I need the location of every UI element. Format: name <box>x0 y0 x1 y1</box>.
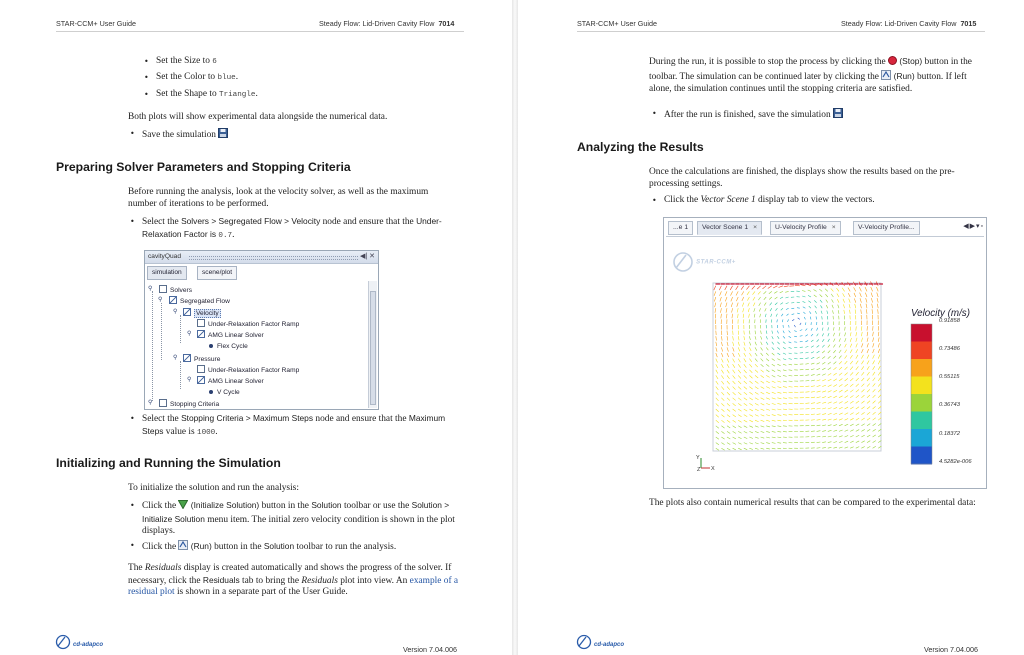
tree-node-v-cycle[interactable]: V Cycle <box>209 388 240 397</box>
bullet-size: • Set the Size to 6 <box>144 56 217 66</box>
header-guide-name: STAR-CCM+ User Guide <box>56 19 136 28</box>
heading-solver-parameters: Preparing Solver Parameters and Stopping Criteria <box>56 160 351 174</box>
bullet-dot: • <box>130 541 135 550</box>
tab-prev-icon[interactable]: ◀ <box>963 223 970 230</box>
ramp-icon <box>197 319 205 327</box>
heading-analyzing-results: Analyzing the Results <box>577 140 704 154</box>
solver-icon <box>169 296 177 304</box>
colorbar-segment <box>911 324 932 342</box>
solver-icon <box>197 376 205 384</box>
code-value: 1000 <box>197 428 216 437</box>
menu-path: Stopping Criteria > Maximum Steps <box>181 413 314 423</box>
bullet-dot: • <box>652 196 657 205</box>
menu-path: Solvers > Segregated Flow > Velocity <box>181 216 321 226</box>
tree-node-stopping-criteria[interactable]: Stopping Criteria <box>159 399 219 408</box>
company-logo: cd-adapco <box>576 634 624 655</box>
maximize-icon[interactable]: ▫ <box>980 223 984 230</box>
header-title: Steady Flow: Lid-Driven Cavity Flow <box>319 19 435 28</box>
scene-viewport[interactable] <box>666 236 984 486</box>
before-running-text: Before running the analysis, look at the velocity solver, as well as the maximum number of iterations to be performed. <box>128 187 429 209</box>
tab-navigation <box>963 222 984 230</box>
once-calculations-text: Once the calculations are finished, the displays show the results based on the pre-processing settings. <box>649 167 955 189</box>
field-name: Maximum Steps <box>142 413 446 436</box>
initialize-solution-icon <box>178 500 188 514</box>
vector-scene-panel <box>663 217 987 489</box>
tree-node-velocity[interactable]: Velocity <box>183 308 221 317</box>
colorbar-segment <box>911 394 932 412</box>
company-logo: cd-adapco <box>55 634 103 655</box>
tab-simulation[interactable]: simulation <box>147 266 187 280</box>
residual-plot-link[interactable]: example of a residual plot <box>128 575 459 597</box>
during-run-paragraph: During the run, it is possible to stop the process by clicking the (Stop) button in the toolbar. The simulation can be continued later by clicking the (Run) button. If left alone, the simulation continues until the stopping criteria are satisfied. <box>649 56 972 94</box>
header-guide-name: STAR-CCM+ User Guide <box>577 19 657 28</box>
expand-toggle-icon[interactable]: ⚲ <box>187 331 192 337</box>
solver-icon <box>183 308 191 316</box>
tree-node-under-relaxation-ramp[interactable]: Under-Relaxation Factor Ramp <box>197 365 299 374</box>
tab-scene-plot[interactable]: scene/plot <box>197 266 237 280</box>
bullet-dot: • <box>130 501 135 510</box>
header-page-number: 7015 <box>960 19 977 28</box>
tree-guide-line <box>152 291 153 401</box>
expand-toggle-icon[interactable]: ⚲ <box>148 400 153 406</box>
footer-version: Version 7.04.006 <box>924 645 978 654</box>
bullet-dot: • <box>130 129 135 138</box>
close-tab-icon[interactable]: × <box>753 224 758 231</box>
axis-triad <box>696 455 715 473</box>
header-section <box>841 19 976 28</box>
run-icon <box>178 540 188 555</box>
colorbar-segment <box>911 342 932 360</box>
bullet-dot: • <box>144 90 149 99</box>
folder-icon <box>159 285 167 293</box>
bullet-click-vector-scene: • Click the Vector Scene 1 display tab to view the vectors. <box>652 195 875 205</box>
legend-label-min: 4.5282e-006 <box>939 459 972 465</box>
expand-toggle-icon[interactable]: ⚲ <box>187 377 192 383</box>
header-rule <box>56 31 464 32</box>
bullet-select-stopping: • Select the Stopping Criteria > Maximum Steps node and ensure that the Maximum Steps value is 1000. <box>130 413 446 437</box>
tree-node-amg-linear-solver[interactable]: AMG Linear Solver <box>197 376 264 385</box>
bullet-initialize-solution: • Click the (Initialize Solution) button in the Solution toolbar or use the Solution > Initialize Solution menu item. The initial zero velocity condition is shown in the plot displays. <box>130 500 455 536</box>
bullet-run: • Click the (Run) button in the Solution toolbar to run the analysis. <box>142 540 467 555</box>
menu-path: Solution > Initialize Solution <box>142 500 450 524</box>
colorbar-segment <box>911 429 932 447</box>
tab-next-icon[interactable]: ▶ <box>969 223 976 230</box>
expand-toggle-icon[interactable]: ⚲ <box>173 309 178 315</box>
window-controls <box>360 252 375 260</box>
tree-node-flex-cycle[interactable]: Flex Cycle <box>209 342 248 351</box>
bullet-dot: • <box>652 109 657 118</box>
folder-icon <box>159 399 167 407</box>
bullet-select-solvers: • Select the Solvers > Segregated Flow > Velocity node and ensure that the Under-Relaxation Factor is 0.7. <box>130 216 442 240</box>
code-value: blue <box>217 74 236 82</box>
tree-node-under-relaxation-ramp[interactable]: Under-Relaxation Factor Ramp <box>197 319 299 328</box>
legend-label: 0.18372 <box>939 431 960 437</box>
tree-node-segregated-flow[interactable]: Segregated Flow <box>169 296 230 305</box>
bullet-save-simulation: • Save the simulation <box>142 128 228 143</box>
save-icon <box>218 128 228 143</box>
expand-toggle-icon[interactable]: ⚲ <box>173 355 178 361</box>
residuals-paragraph: The Residuals display is created automatically and shows the progress of the solver. If necessary, click the Residuals tab to bring the Residuals plot into view. An example of a residual plot is shown in a separate part of the User Guide. <box>128 563 459 597</box>
header-page-number: 7014 <box>438 19 455 28</box>
to-initialize-text: To initialize the solution and run the analysis: <box>128 483 299 493</box>
solver-icon <box>183 354 191 362</box>
ramp-icon <box>197 365 205 373</box>
header-rule <box>577 31 985 32</box>
colorbar-segment <box>911 377 932 395</box>
bullet-shape: • Set the Shape to Triangle. <box>144 89 258 99</box>
tree-scrollbar[interactable] <box>368 281 377 408</box>
tab-menu-icon[interactable]: ▾ <box>976 223 981 230</box>
code-value: Triangle <box>219 91 256 99</box>
expand-toggle-icon[interactable]: ⚲ <box>148 286 153 292</box>
close-tab-icon[interactable]: × <box>831 224 836 231</box>
code-value: 6 <box>212 58 217 66</box>
bullet-dot: • <box>144 73 149 82</box>
legend-label: 0.55115 <box>939 374 960 380</box>
bullet-color: • Set the Color to blue. <box>144 72 239 82</box>
colorbar-segment <box>911 412 932 430</box>
tree-guide-line <box>161 303 162 360</box>
logo-mark-icon <box>55 634 71 655</box>
cycle-icon <box>209 344 213 348</box>
legend-label: 0.36743 <box>939 402 960 408</box>
tree-node-solvers[interactable]: Solvers <box>159 285 192 294</box>
velocity-colorbar <box>911 324 932 465</box>
colorbar-segment <box>911 359 932 377</box>
legend-title: Velocity (m/s) <box>911 308 970 319</box>
watermark-logo: STAR-CCM+ <box>672 251 736 273</box>
plots-contain-text: The plots also contain numerical results that can be compared to the experimental data: <box>649 498 976 508</box>
heading-initializing: Initializing and Running the Simulation <box>56 456 281 470</box>
tab-vector-scene-1[interactable]: Vector Scene 1 × <box>697 221 762 235</box>
x-axis-label: X <box>711 466 715 472</box>
expand-toggle-icon[interactable]: ⚲ <box>158 297 163 303</box>
solver-icon <box>197 330 205 338</box>
bullet-dot: • <box>130 217 135 226</box>
bullet-dot: • <box>130 414 135 423</box>
stop-icon <box>888 56 897 70</box>
cavity-vector-plot <box>666 237 984 487</box>
header-section <box>319 19 454 28</box>
both-plots-text: Both plots will show experimental data alongside the numerical data. <box>128 112 388 122</box>
field-name: Under-Relaxation Factor <box>142 216 442 239</box>
tree-guide-line <box>180 315 181 343</box>
tree-title: cavityQuad <box>148 253 181 260</box>
bullet-after-run: • After the run is finished, save the simulation <box>664 108 843 123</box>
tab-v-velocity-profile[interactable]: V-Velocity Profile... <box>853 221 920 235</box>
run-icon <box>881 70 891 85</box>
tree-node-pressure[interactable]: Pressure <box>183 354 220 363</box>
logo-mark-icon <box>576 634 592 655</box>
scrollbar-thumb[interactable] <box>370 291 376 405</box>
tab-scene-truncated[interactable]: ...e 1 <box>668 221 693 235</box>
legend-label-max: 0.91858 <box>939 318 960 324</box>
y-axis-label: Y <box>696 455 700 461</box>
legend-label: 0.73486 <box>939 346 960 352</box>
cycle-icon <box>209 390 213 394</box>
tree-node-amg-linear-solver[interactable]: AMG Linear Solver <box>197 330 264 339</box>
bullet-dot: • <box>144 57 149 66</box>
tree-title-bar <box>145 251 378 264</box>
tab-u-velocity-profile[interactable]: U-Velocity Profile × <box>770 221 841 235</box>
code-value: 0.7 <box>218 231 233 240</box>
footer-version: Version 7.04.006 <box>403 645 457 654</box>
header-title: Steady Flow: Lid-Driven Cavity Flow <box>841 19 957 28</box>
close-icon[interactable]: ✕ <box>369 253 375 260</box>
colorbar-segment <box>911 447 932 465</box>
tree-title-grip <box>189 256 358 260</box>
save-icon <box>833 108 843 123</box>
pin-icon[interactable]: ◀| <box>359 253 368 260</box>
tree-guide-line <box>180 361 181 389</box>
z-axis-label: Z <box>697 467 701 473</box>
simulation-tree-panel <box>144 250 379 410</box>
